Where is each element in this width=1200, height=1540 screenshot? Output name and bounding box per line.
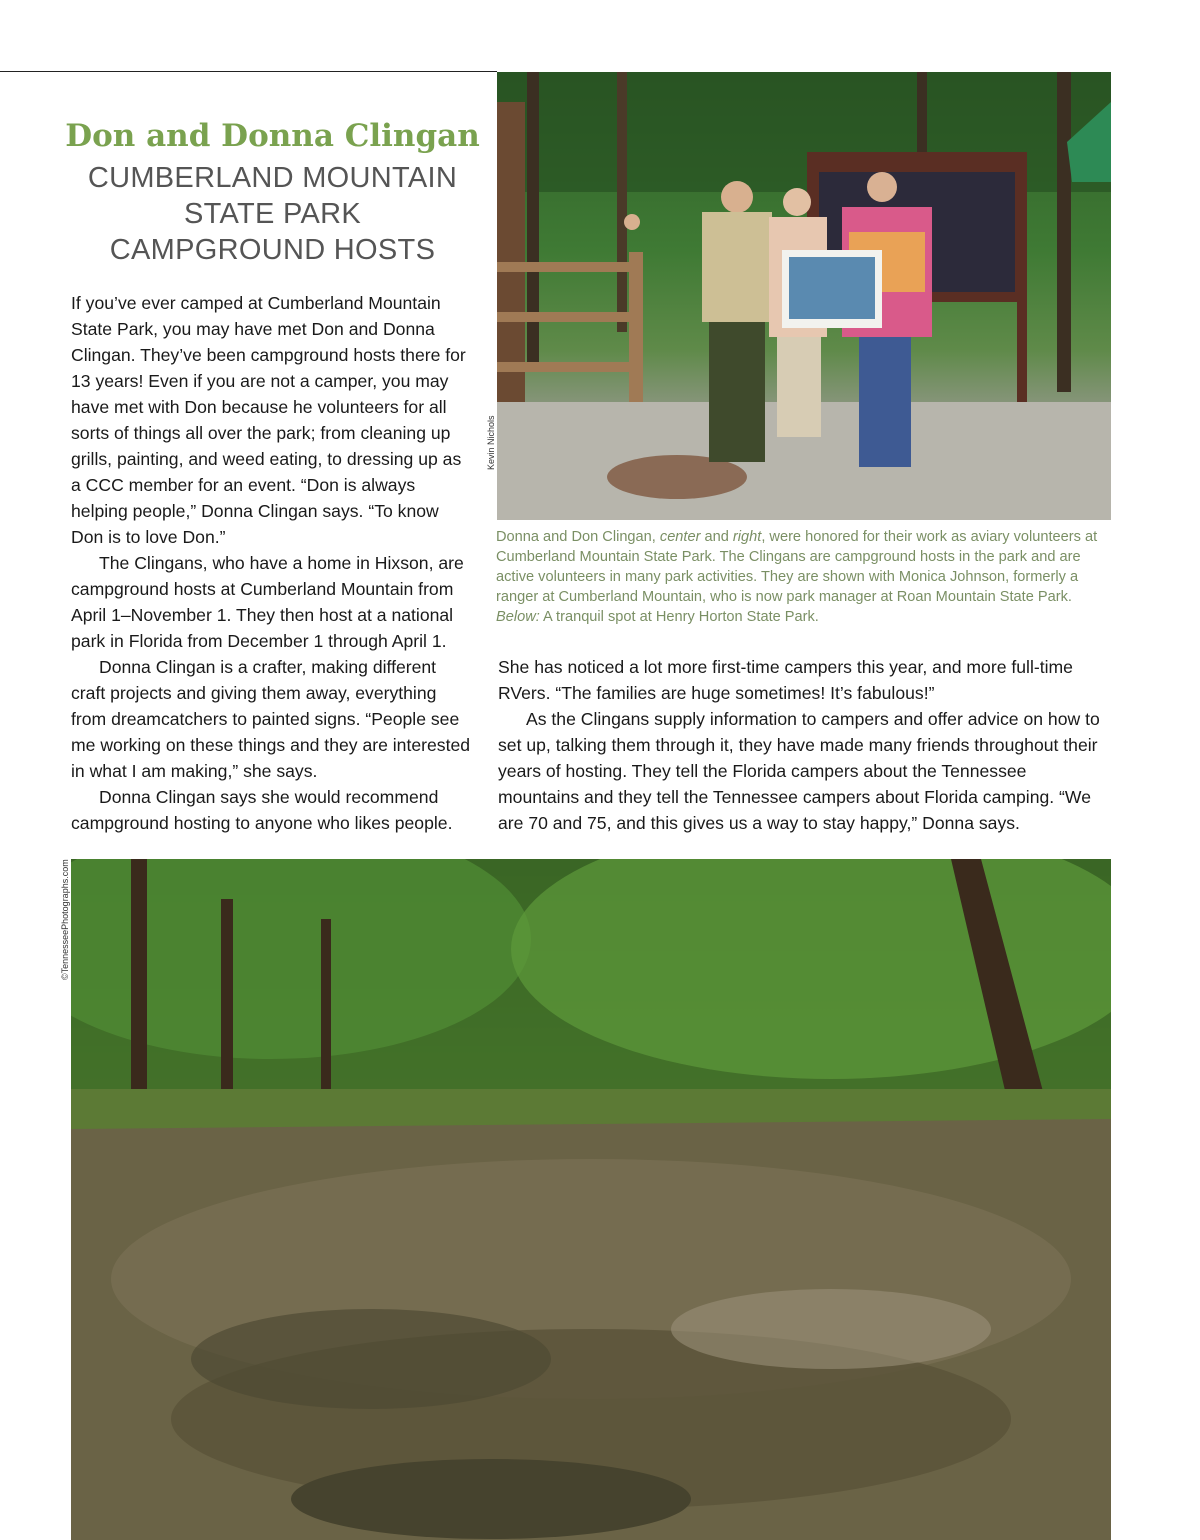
subtitle-line: CAMPGROUND HOSTS [109,234,436,266]
photo-creek-illustration [71,859,1111,1540]
paragraph: As the Clingans supply information to campers and offer advice on how to set up, talking them through it, they have made many friends throughout their years of hosting. They tell the Florida campers about the Tennessee mountains and they tell the Tennessee campers about Florida camping. “We are 70 and 75, and this gives us a way to stay happy,” Donna says. [498,709,1100,833]
paragraph: Donna Clingan says she would recommend campground hosting to anyone who likes people. [71,787,453,833]
photo-henry-horton-creek [71,859,1111,1540]
photo-clingans-illustration [497,72,1111,520]
paragraph: If you’ve ever camped at Cumberland Mountain State Park, you may have met Don and Donna Clingan. They’ve been campground hosts there for 13 years! Even if you are not a camper, you may have met with Don because he volunteers for all sorts of things all over the park; from cleaning up grills, painting, and weed eating, to dressing up as a CCC member for an event. “Don is always helping people,” Donna Clingan says. “To know Don is to love Don.” [71,293,466,547]
right-text-column [498,654,1112,836]
article-title: Don and Donna Clingan [65,118,480,154]
article-header [60,118,485,268]
subtitle-line: CUMBERLAND MOUNTAIN [87,162,458,194]
paragraph: She has noticed a lot more first-time campers this year, and more full-time RVers. “The families are huge sometimes! It’s fabulous!” [498,657,1073,703]
top-rule [0,71,497,72]
photo-clingans-award [497,72,1111,520]
article-subtitle [60,160,485,268]
paragraph: Donna Clingan is a crafter, making different craft projects and giving them away, everything from dreamcatchers to painted signs. “People see me working on these things and they are interested in what I am making,” she says. [71,657,471,781]
photo-caption: Donna and Don Clingan, center and right, were honored for their work as aviary volunteers at Cumberland Mountain State Park. The Clingans are campground hosts in the park and are active volunteers in many park activities. They are shown with Monica Johnson, formerly a ranger at Cumberland Mountain, who is now park manager at Roan Mountain State Park. Below: A tranquil spot at Henry Horton State Park. [496,529,1098,625]
subtitle-line: STATE PARK [183,198,362,230]
photo-credit: ©TennesseePhotographs.com [60,859,70,980]
photo-credit: Kevin Nichols [486,415,496,470]
paragraph: The Clingans, who have a home in Hixson, are campground hosts at Cumberland Mountain from April 1–November 1. They then host at a national park in Florida from December 1 through April 1. [71,553,464,651]
left-text-column [71,290,471,836]
